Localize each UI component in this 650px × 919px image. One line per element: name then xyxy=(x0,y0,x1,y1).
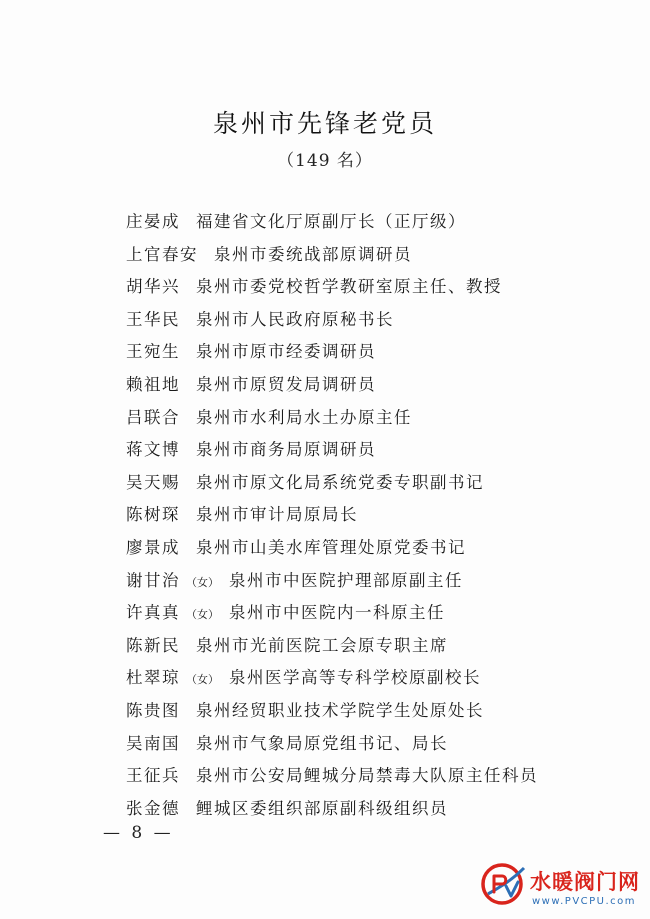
member-name: 庄晏成 xyxy=(126,212,180,231)
member-name: 赖祖地 xyxy=(126,374,180,394)
member-name: 胡华兴 xyxy=(126,277,180,297)
member-name: 陈贵图 xyxy=(126,700,180,720)
member-role: 福建省文化厅原副厅长（正厅级） xyxy=(196,212,466,231)
member-name: 蒋文博 xyxy=(126,440,180,460)
list-item xyxy=(126,467,626,500)
list-item xyxy=(126,499,626,532)
list-item xyxy=(126,304,626,337)
member-role: 泉州医学高等专科学校原副校长 xyxy=(229,668,481,688)
member-role: 鲤城区委组织部原副科级组织员 xyxy=(196,798,448,818)
member-count: （149 名） xyxy=(277,151,373,171)
member-role: 泉州市水利局水土办原主任 xyxy=(196,407,412,427)
list-item xyxy=(126,336,626,369)
member-role: 泉州市原市经委调研员 xyxy=(196,342,376,362)
list-item xyxy=(126,695,626,728)
member-name: 许真真 xyxy=(126,603,180,623)
member-role: 泉州市委党校哲学教研室原主任、教授 xyxy=(196,277,502,297)
pv-logo-icon xyxy=(480,860,528,908)
member-name: 杜翠琼 xyxy=(126,668,180,688)
member-role: 泉州市原文化局系统党委专职副书记 xyxy=(196,472,484,492)
list-item xyxy=(126,271,626,304)
member-role: 泉州市气象局原党组书记、局长 xyxy=(196,733,448,753)
list-item xyxy=(126,206,626,239)
list-item xyxy=(126,662,626,695)
member-role: 泉州市人民政府原秘书长 xyxy=(196,309,394,329)
member-role: 泉州市中医院护理部原副主任 xyxy=(229,570,463,590)
list-item xyxy=(126,369,626,402)
member-note: （女） xyxy=(186,608,219,622)
member-name: 吴天赐 xyxy=(126,472,180,492)
member-role: 泉州市山美水库管理处原党委书记 xyxy=(196,537,466,557)
list-item xyxy=(126,565,626,598)
member-name: 吴南国 xyxy=(126,733,180,753)
member-role: 泉州市商务局原调研员 xyxy=(196,440,376,460)
list-item xyxy=(126,630,626,663)
page-number: — 8 — xyxy=(103,823,174,843)
watermark-url: www.PVCPU.com xyxy=(532,896,637,907)
list-item xyxy=(126,760,626,793)
member-role: 泉州市光前医院工会原专职主席 xyxy=(196,635,448,655)
member-name: 王宛生 xyxy=(126,342,180,362)
member-name: 廖景成 xyxy=(126,537,180,557)
list-item xyxy=(126,402,626,435)
member-name: 王华民 xyxy=(126,309,180,329)
member-name: 吕联合 xyxy=(126,407,180,427)
watermark-brand: 水暖阀门网 xyxy=(530,870,640,894)
member-role: 泉州市原贸发局调研员 xyxy=(196,374,376,394)
member-note: （女） xyxy=(186,673,219,687)
member-role: 泉州市公安局鲤城分局禁毒大队原主任科员 xyxy=(196,766,538,786)
list-item xyxy=(126,532,626,565)
member-name: 张金德 xyxy=(126,798,180,818)
member-note: （女） xyxy=(186,575,219,589)
member-name: 陈新民 xyxy=(126,635,180,655)
member-name: 谢甘治 xyxy=(126,570,180,590)
list-item xyxy=(126,728,626,761)
member-name: 陈树琛 xyxy=(126,505,180,525)
list-item xyxy=(126,434,626,467)
member-role: 泉州市委统战部原调研员 xyxy=(214,244,412,264)
member-list xyxy=(126,206,626,825)
member-role: 泉州市审计局原局长 xyxy=(196,505,358,525)
member-role: 泉州市中医院内一科原主任 xyxy=(229,603,445,623)
member-name: 上官春安 xyxy=(126,244,198,264)
member-role: 泉州经贸职业技术学院学生处原处长 xyxy=(196,700,484,720)
site-watermark xyxy=(480,858,650,918)
list-item xyxy=(126,239,626,272)
list-item xyxy=(126,793,626,826)
page-title: 泉州市先锋老党员 xyxy=(212,109,437,138)
list-item xyxy=(126,597,626,630)
member-name: 王征兵 xyxy=(126,766,180,786)
